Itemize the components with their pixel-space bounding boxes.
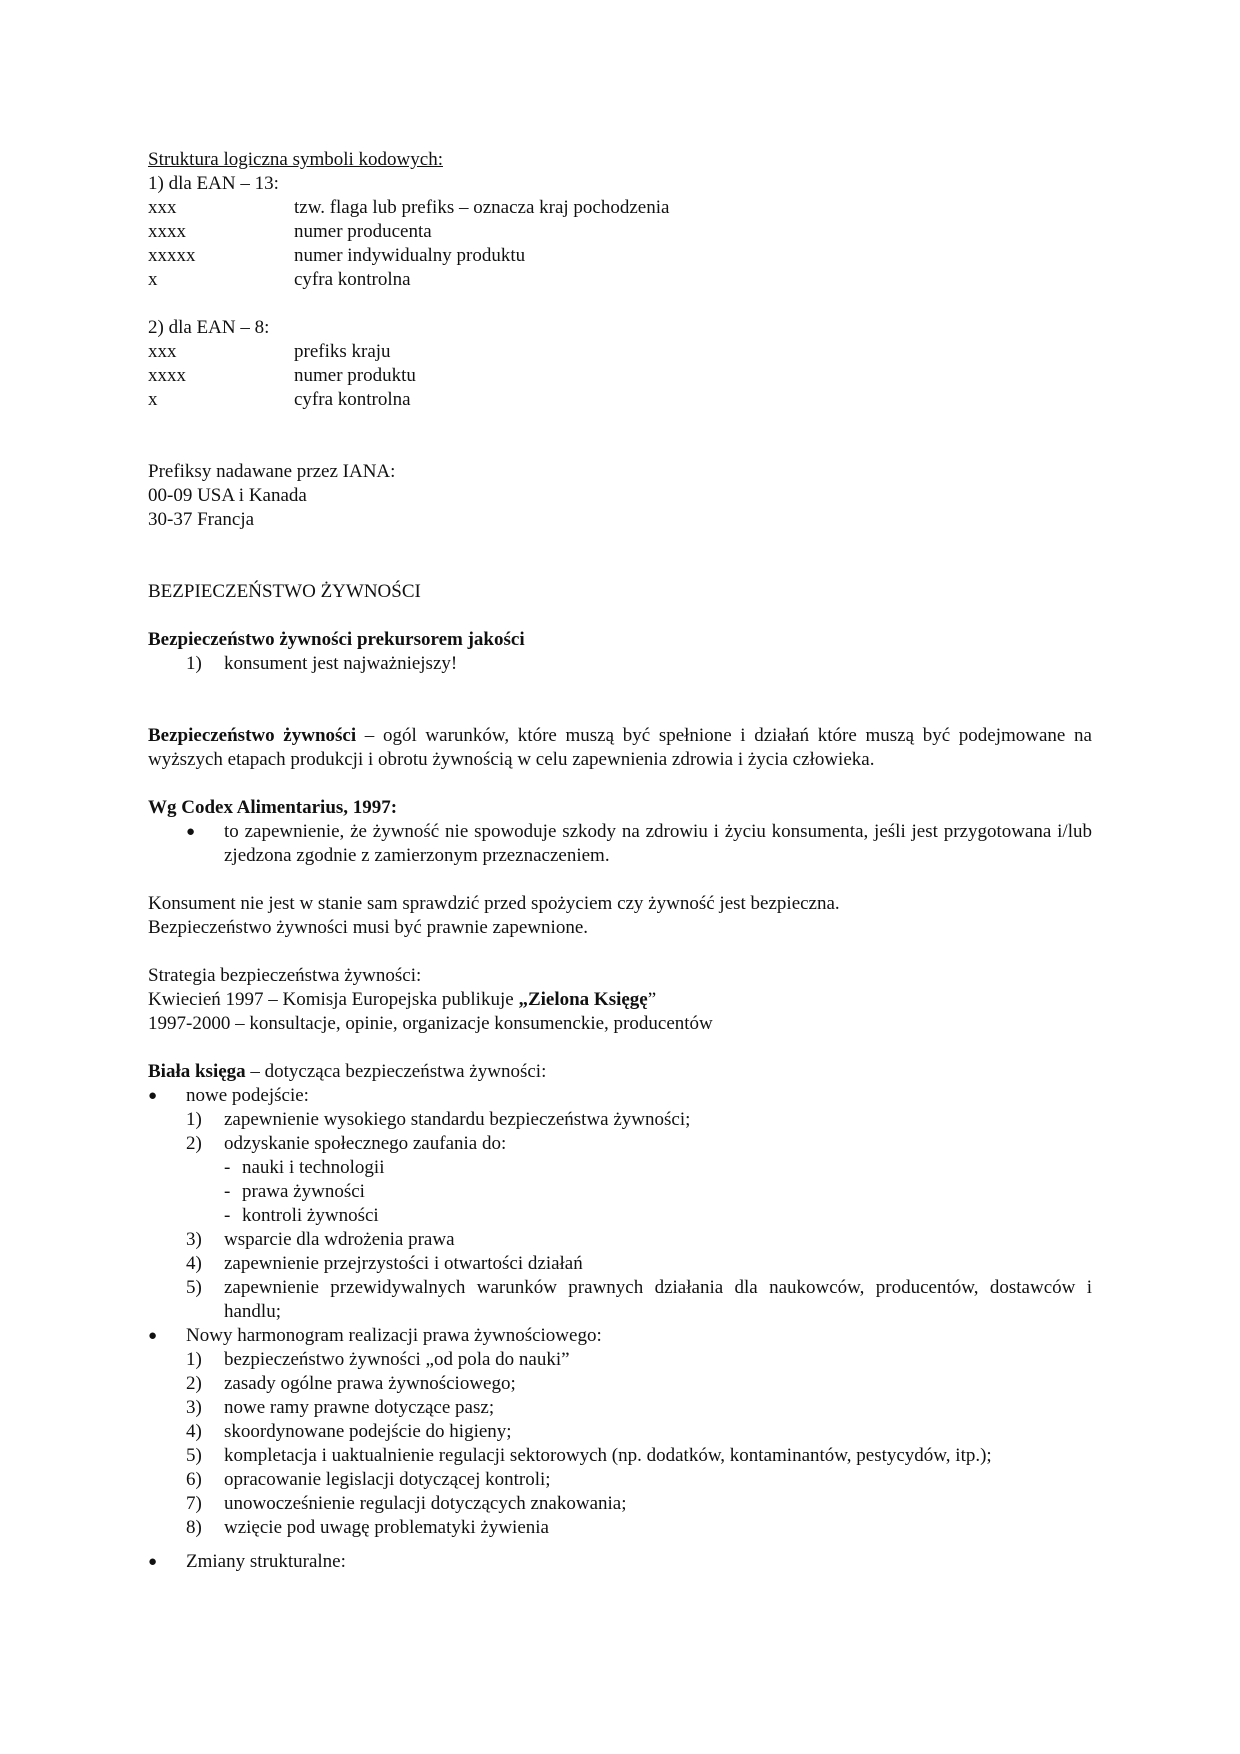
bullet-icon: ● [148, 1328, 158, 1344]
ean13-row: xxxx numer producenta [148, 221, 432, 242]
list-item: 4) skoordynowane podejście do higieny; [186, 1421, 512, 1442]
list-item: 1) bezpieczeństwo żywności „od pola do nauki” [186, 1349, 570, 1370]
sub-list-item: - kontroli żywności [224, 1205, 379, 1226]
prefixes-heading: Prefiksy nadawane przez IANA: [148, 461, 396, 482]
list-item: 5) kompletacja i uaktualnienie regulacji sektorowych (np. dodatków, kontaminantów, pestycydów, itp.); [186, 1445, 992, 1466]
consumer-line: Konsument nie jest w stanie sam sprawdzić przed spożyciem czy żywność jest bezpieczna. [148, 893, 840, 914]
document-content [148, 148, 1092, 1574]
list-item: 1) zapewnienie wysokiego standardu bezpieczeństwa żywności; [186, 1109, 691, 1130]
prefix-item: 30-37 Francja [148, 509, 255, 530]
list-item: 7) unowocześnienie regulacji dotyczących znakowania; [186, 1493, 627, 1514]
definition-term: Bezpieczeństwo żywności [148, 725, 357, 746]
precursor-heading: Bezpieczeństwo żywności prekursorem jakości [148, 629, 525, 650]
list-item: 4) zapewnienie przejrzystości i otwartości działań [186, 1253, 583, 1274]
list-item: 2) zasady ogólne prawa żywnościowego; [186, 1373, 516, 1394]
bullet-icon: ● [186, 824, 196, 840]
white-paper-heading: Biała księga – dotycząca bezpieczeństwa żywności: [148, 1061, 547, 1082]
codex-heading: Wg Codex Alimentarius, 1997: [148, 797, 398, 818]
list-item: 6) opracowanie legislacji dotyczącej kontroli; [186, 1469, 551, 1490]
sub-list-item: - prawa żywności [224, 1181, 365, 1202]
bullet-item: ● to zapewnienie, że żywność nie spowoduje szkody na zdrowiu i życiu konsumenta, jeśli jest przygotowana i/lub zjedzona zgodnie z zamierzonym przeznaczeniem. [186, 821, 1092, 866]
ean8-row: x cyfra kontrolna [148, 389, 411, 410]
section-title: BEZPIECZEŃSTWO ŻYWNOŚCI [148, 581, 421, 602]
list-item: 2) odzyskanie społecznego zaufania do: [186, 1133, 507, 1154]
ean13-heading: 1) dla EAN – 13: [148, 173, 279, 194]
prefix-item: 00-09 USA i Kanada [148, 485, 307, 506]
strategy-heading: Strategia bezpieczeństwa żywności: [148, 965, 422, 986]
structure-title: Struktura logiczna symboli kodowych: [148, 149, 443, 170]
strategy-line: 1997-2000 – konsultacje, opinie, organizacje konsumenckie, producentów [148, 1013, 713, 1034]
bullet-icon: ● [148, 1554, 158, 1570]
ean13-row: xxx tzw. flaga lub prefiks – oznacza kraj pochodzenia [148, 197, 670, 218]
definition-paragraph: Bezpieczeństwo żywności – ogól warunków, które muszą być spełnione i działań które muszą być podejmowane na wyższych etapach produkcji i obrotu żywnością w celu zapewnienia zdrowia i życia człowieka. [148, 725, 1092, 770]
bullet-icon: ● [148, 1088, 158, 1104]
ean13-row: x cyfra kontrolna [148, 269, 411, 290]
list-item: 1) konsument jest najważniejszy! [186, 653, 458, 674]
ean13-row: xxxxx numer indywidualny produktu [148, 245, 526, 266]
list-item: 3) nowe ramy prawne dotyczące pasz; [186, 1397, 495, 1418]
list-item: 3) wsparcie dla wdrożenia prawa [186, 1229, 455, 1250]
ean8-row: xxx prefiks kraju [148, 341, 391, 362]
strategy-line: Kwiecień 1997 – Komisja Europejska publikuje „Zielona Księgę” [148, 989, 657, 1010]
sub-list-item: - nauki i technologii [224, 1157, 385, 1178]
bullet-item: ● Zmiany strukturalne: [148, 1551, 346, 1572]
ean8-heading: 2) dla EAN – 8: [148, 317, 270, 338]
list-item: 5) zapewnienie przewidywalnych warunków prawnych działania dla naukowców, producentów, dostawców i handlu; [186, 1277, 1092, 1322]
list-item: 8) wzięcie pod uwagę problematyki żywienia [186, 1517, 549, 1538]
bullet-item: ● Nowy harmonogram realizacji prawa żywnościowego: [148, 1325, 602, 1346]
bullet-item: ● nowe podejście: [148, 1085, 309, 1106]
ean8-row: xxxx numer produktu [148, 365, 416, 386]
consumer-line: Bezpieczeństwo żywności musi być prawnie zapewnione. [148, 917, 589, 938]
